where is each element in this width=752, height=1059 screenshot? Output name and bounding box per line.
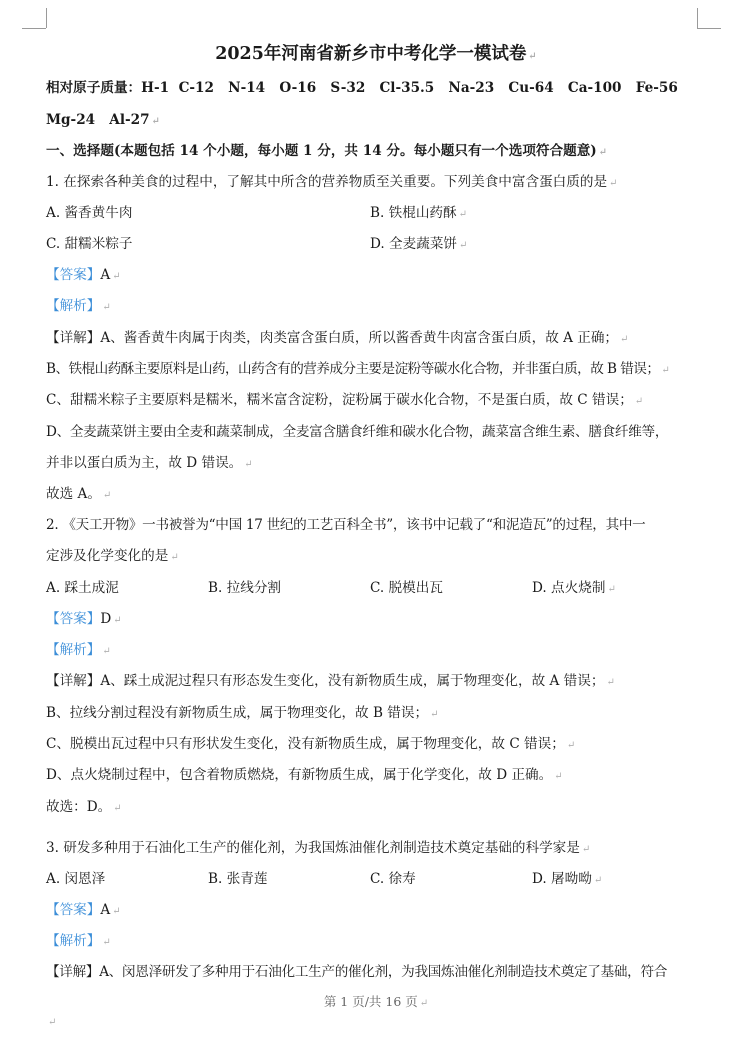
- q1-detail-line-2: B、铁棍山药酥主要原料是山药，山药含有的营养成分主要是淀粉等碳水化合物，并非蛋白质，故 B 错误； ↵: [46, 361, 670, 377]
- q1-detail-line-1: 【详解】A、酱香黄牛肉属于肉类，肉类富含蛋白质，所以酱香黄牛肉富含蛋白质，故 A 正确； ↵: [46, 330, 629, 346]
- q2-option-d: D. 点火烧制 ↵: [532, 580, 616, 596]
- q2-stem-line-1: 2. 《天工开物》一书被誉为“中国 17 世纪的工艺百科全书”，该书中记载了“和泥造瓦”的过程，其中一: [46, 517, 646, 533]
- q1-conclusion: 故选 A。 ↵: [46, 486, 112, 502]
- q2-option-c: C. 脱模出瓦: [370, 580, 443, 596]
- atomic-masses-line-1: 相对原子质量：H-1 C-12 N-14 O-16 S-32 Cl-35.5 Na-23 Cu-64 Ca-100 Fe-56: [46, 80, 678, 96]
- trailing-paragraph-mark: ↵: [48, 1017, 57, 1028]
- document-title: 2025年河南省新乡市中考化学一模试卷 ↵: [215, 44, 537, 64]
- q3-analysis: 【解析】 ↵: [46, 933, 111, 949]
- q1-answer: 【答案】A ↵: [46, 267, 121, 283]
- q1-detail-line-4: D、全麦蔬菜饼主要由全麦和蔬菜制成，全麦富含膳食纤维和碳水化合物，蔬菜富含维生素、膳食纤维等，: [46, 424, 669, 440]
- q2-detail-line-2: B、拉线分割过程没有新物质生成，属于物理变化，故 B 错误； ↵: [46, 705, 439, 721]
- q1-analysis: 【解析】 ↵: [46, 298, 111, 314]
- q3-option-b: B. 张青莲: [208, 871, 268, 887]
- section-heading: 一、选择题(本题包括 14 个小题，每小题 1 分，共 14 分。每小题只有一个选项符合题意) ↵: [46, 143, 608, 159]
- crop-mark-top-left-h: [22, 28, 46, 29]
- q2-option-b: B. 拉线分割: [208, 580, 282, 596]
- q1-option-c: C. 甜糯米粽子: [46, 236, 133, 252]
- crop-mark-top-right-v: [697, 8, 698, 28]
- q2-detail-line-4: D、点火烧制过程中，包含着物质燃烧，有新物质生成，属于化学变化，故 D 正确。 ↵: [46, 767, 563, 783]
- q1-detail-line-5: 并非以蛋白质为主，故 D 错误。 ↵: [46, 455, 253, 471]
- crop-mark-top-right-h: [697, 28, 721, 29]
- q1-option-a: A. 酱香黄牛肉: [46, 205, 133, 221]
- q2-answer: 【答案】D ↵: [46, 611, 122, 627]
- q3-option-c: C. 徐寿: [370, 871, 416, 887]
- atomic-masses-line-2: Mg-24 Al-27 ↵: [46, 112, 160, 128]
- q2-option-a: A. 踩土成泥: [46, 580, 119, 596]
- q2-analysis: 【解析】 ↵: [46, 642, 111, 658]
- q3-option-a: A. 闵恩泽: [46, 871, 106, 887]
- q1-detail-line-3: C、甜糯米粽子主要原料是糯米，糯米富含淀粉，淀粉属于碳水化合物，不是蛋白质，故 C 错误； ↵: [46, 392, 644, 408]
- crop-mark-top-left-v: [46, 8, 47, 28]
- q2-conclusion: 故选：D。 ↵: [46, 799, 122, 815]
- page-footer: 第 1 页/共 16 页 ↵: [323, 994, 429, 1009]
- q1-stem: 1. 在探索各种美食的过程中，了解其中所含的营养物质至关重要。下列美食中富含蛋白质的是 ↵: [46, 174, 618, 190]
- q1-option-d: D. 全麦蔬菜饼 ↵: [370, 236, 468, 252]
- q3-answer: 【答案】A ↵: [46, 902, 121, 918]
- q2-detail-line-1: 【详解】A、踩土成泥过程只有形态发生变化，没有新物质生成，属于物理变化，故 A 错误； ↵: [46, 673, 615, 689]
- q3-stem: 3. 研发多种用于石油化工生产的催化剂，为我国炼油催化剂制造技术奠定基础的科学家是 ↵: [46, 840, 591, 856]
- q2-stem-line-2: 定涉及化学变化的是 ↵: [46, 548, 179, 564]
- q3-detail-line-1: 【详解】A、闵恩泽研发了多种用于石油化工生产的催化剂，为我国炼油催化剂制造技术奠定了基础，符合: [46, 964, 668, 980]
- q3-option-d: D. 屠呦呦 ↵: [532, 871, 603, 887]
- q2-detail-line-3: C、脱模出瓦过程中只有形状发生变化，没有新物质生成，属于物理变化，故 C 错误； ↵: [46, 736, 576, 752]
- q1-option-b: B. 铁棍山药酥 ↵: [370, 205, 467, 221]
